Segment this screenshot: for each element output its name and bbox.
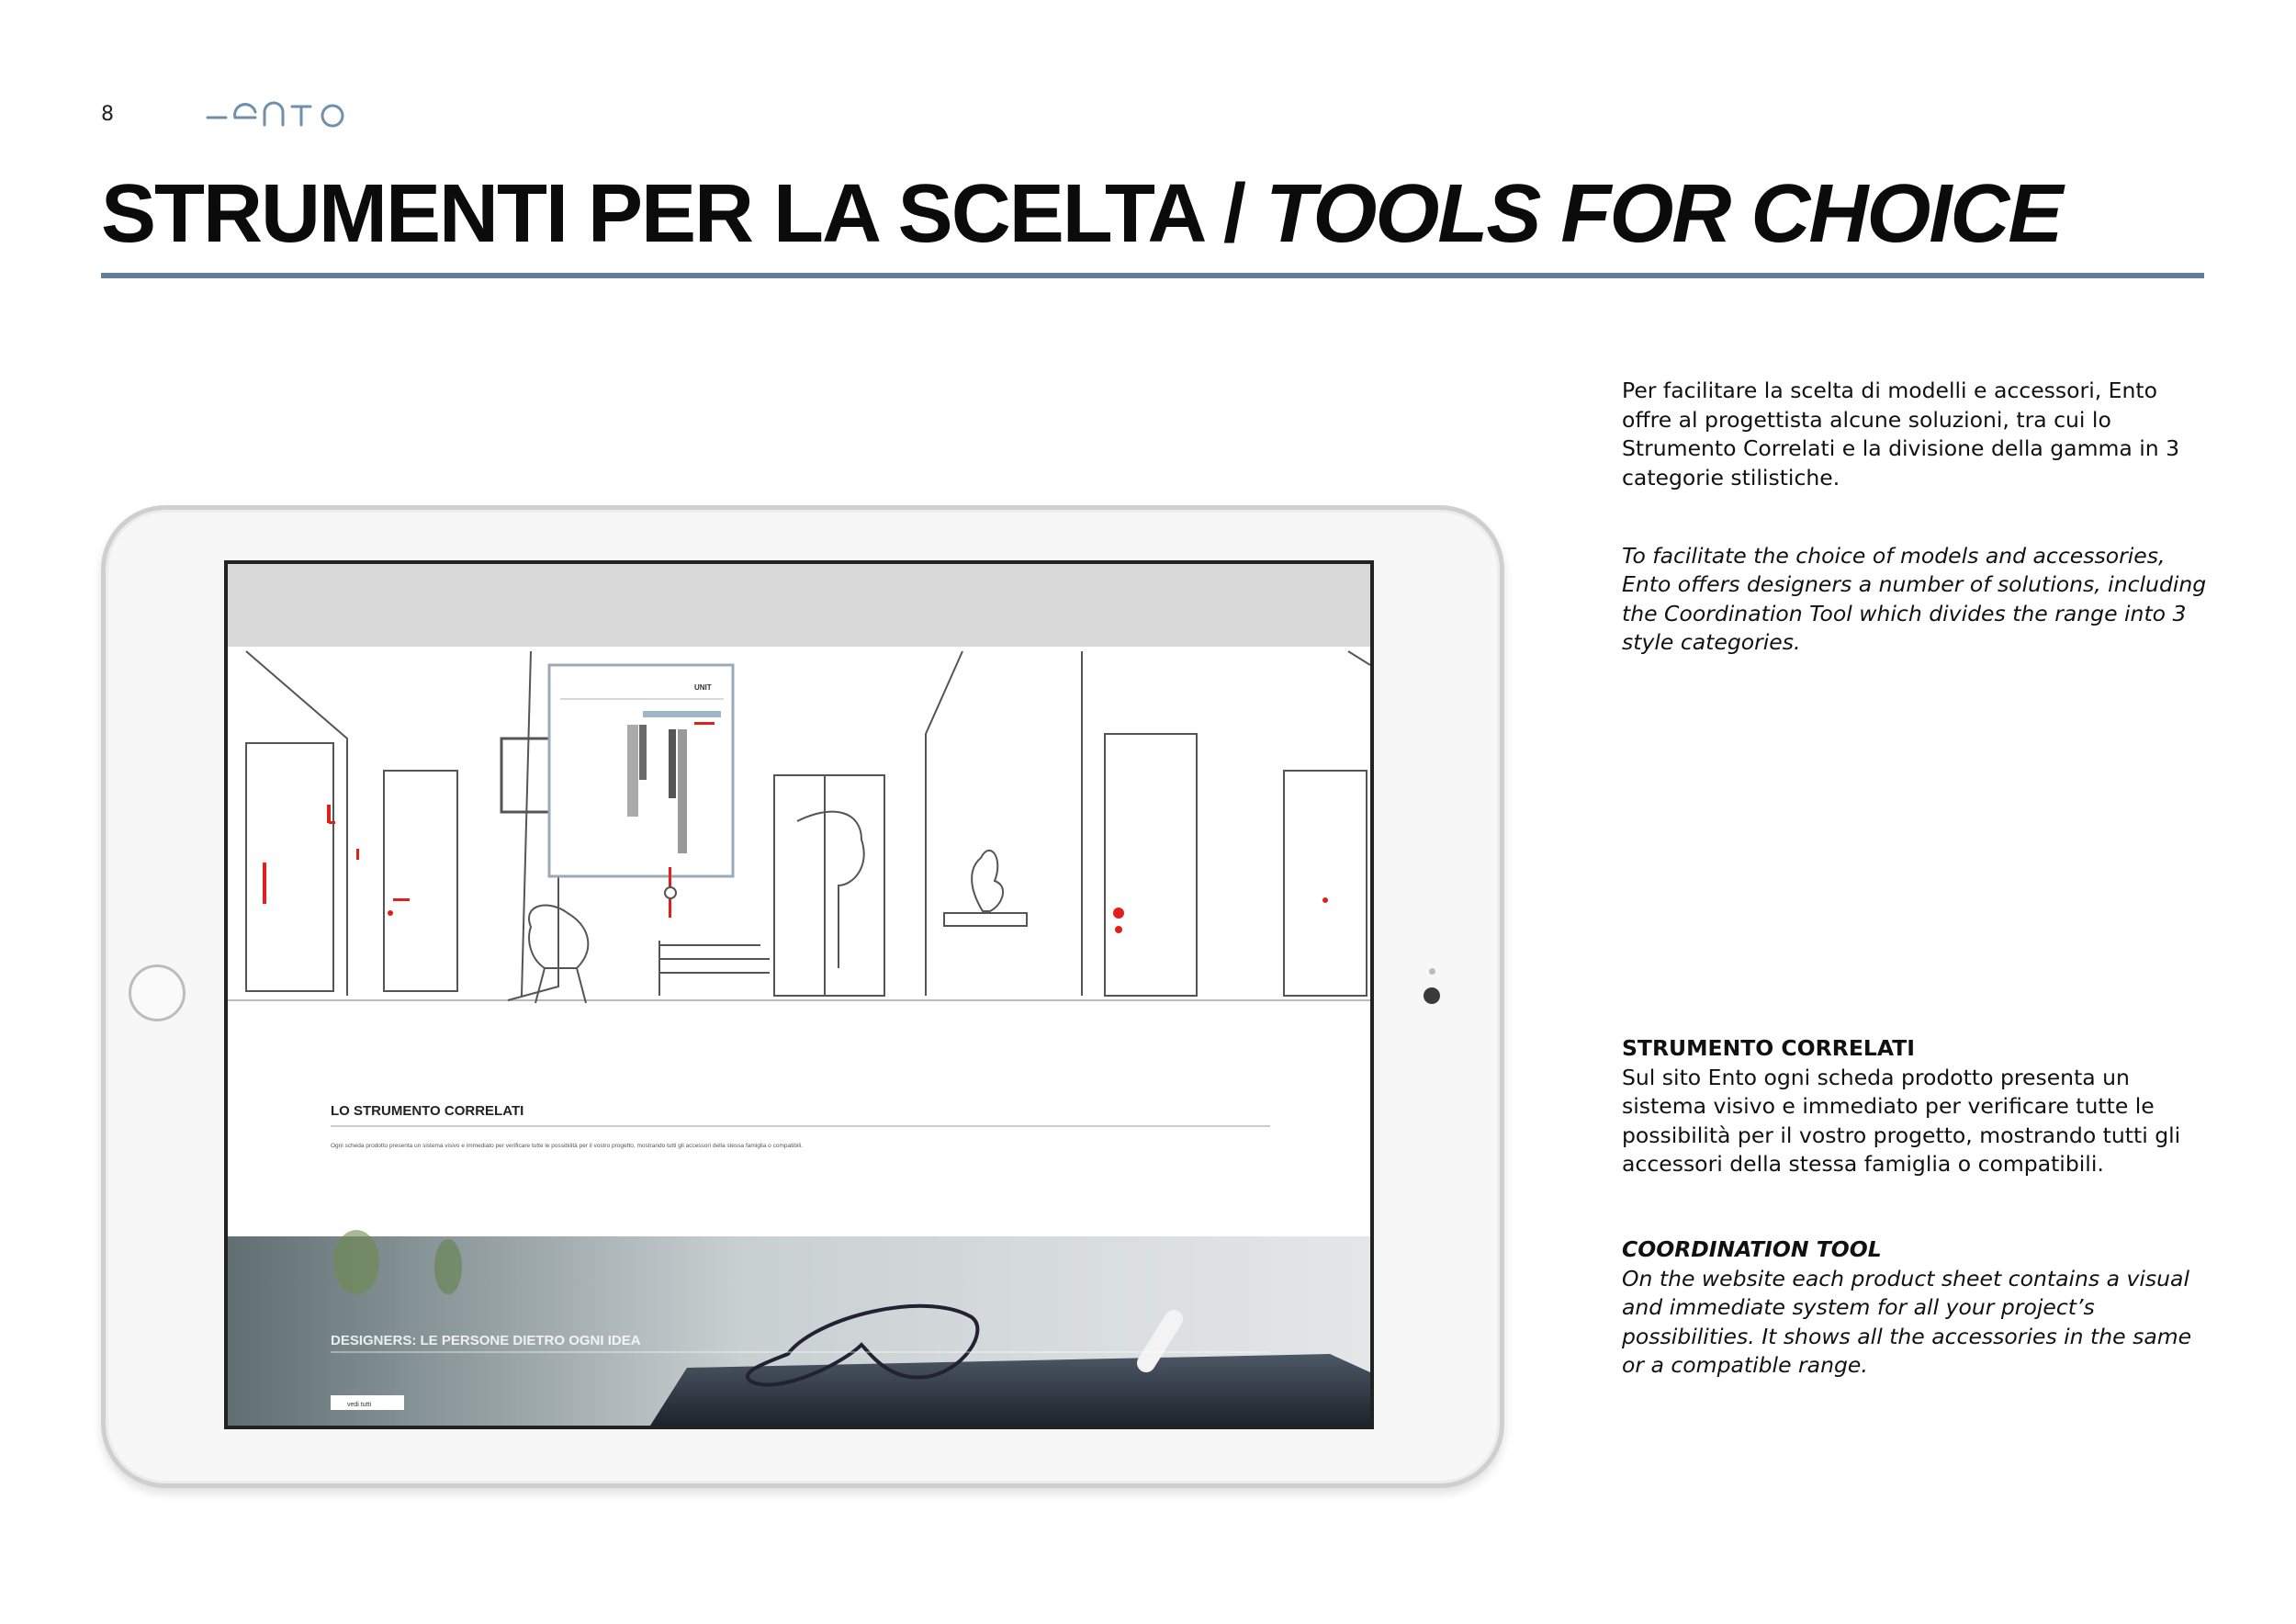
section-it-body: Sul sito Ento ogni scheda prodotto presenta un sistema visivo e immediato per verificare tutte le possibilità per il vostro progetto, mostrando tutti gli accessori della stessa famiglia o compatibili. <box>1622 1064 2181 1177</box>
related-products-popup <box>549 665 733 898</box>
ento-logo <box>204 90 351 136</box>
site-header-bar <box>228 564 1370 647</box>
banner-heading: DESIGNERS: LE PERSONE DIETRO OGNI IDEA <box>331 1333 641 1348</box>
section-coordination-tool <box>1622 1235 2210 1381</box>
page-number: 8 <box>101 103 114 126</box>
popup-label: UNIT <box>694 683 712 692</box>
red-markers <box>263 805 1328 933</box>
tablet-home-button <box>129 964 186 1021</box>
section-en-heading: COORDINATION TOOL <box>1622 1236 1882 1262</box>
title-underline <box>101 273 2204 278</box>
section-it-heading: STRUMENTO CORRELATI <box>1622 1035 1916 1061</box>
section-strumento-correlati <box>1622 1034 2210 1179</box>
website-screenshot <box>228 564 1370 1426</box>
designers-banner <box>228 1230 1370 1426</box>
intro-italian: Per facilitare la scelta di modelli e accessori, Ento offre al progettista alcune soluzioni, tra cui lo Strumento Correlati e la divisione della gamma in 3 categorie stilistiche. <box>1622 378 2180 491</box>
page-title: STRUMENTI PER LA SCELTA / TOOLS FOR CHOICE <box>101 168 2062 260</box>
banner-button-label[interactable]: vedi tutti <box>347 1402 372 1408</box>
screen-section-heading: LO STRUMENTO CORRELATI <box>331 1103 524 1119</box>
tablet-screen <box>224 560 1374 1429</box>
section-en-body: On the website each product sheet contains a visual and immediate system for all your project’s possibilities. It shows all the accessories in the same or a compatible range. <box>1622 1265 2192 1378</box>
room-illustration <box>228 651 1370 1003</box>
tablet-sensor <box>1429 968 1435 975</box>
screen-section-text: Ogni scheda prodotto presenta un sistema visivo e immediato per verificare tutte le possibilità per il vostro progetto, mostrando tutti gli accessori della stessa famiglia o compatibili. <box>331 1143 804 1149</box>
intro-english: To facilitate the choice of models and accessories, Ento offers designers a number of solutions, including the Coordination Tool which divides the range into 3 style categories. <box>1622 542 2207 655</box>
tablet-camera <box>1424 987 1440 1004</box>
